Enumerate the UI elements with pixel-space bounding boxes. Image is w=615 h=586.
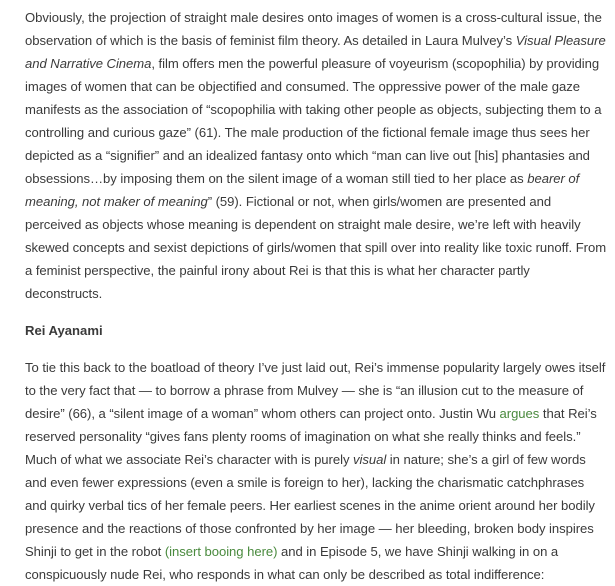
- visual-italic: visual: [353, 452, 387, 467]
- paragraph-rei-ayanami: [25, 356, 607, 586]
- paragraph-text: Obviously, the projection of straight male desires onto images of women is a cross-cultural issue, the observation of which is the basis of feminist film theory. As detailed in Laura Mulvey’s: [25, 10, 602, 48]
- quote-italic: bearer of meaning, not maker of meaning: [25, 171, 580, 209]
- argues-link[interactable]: argues: [499, 406, 540, 421]
- paragraph-text: in nature; she’s a girl of few words and even fewer expressions (even a smile is foreign to her), lacking the charismatic catchphrases and quirky verbal tics of her female peers. Her earliest scenes in the anime orient around her bodily presence and the reactions of those confronted by her image — her bleeding, broken body inspires Shinji to get in the robot: [25, 452, 595, 559]
- paragraph-feminist-film-theory: [25, 6, 607, 305]
- paragraph-text: and in Episode 5, we have Shinji walking in on a conspicuously nude Rei, who responds in what can only be described as total indifference:: [25, 544, 559, 582]
- paragraph-text: ” (59). Fictional or not, when girls/women are presented and perceived as objects whose meaning is dependent on straight male desire, we’re left with heavily skewed concepts and sexist depictions of girls/women that spill over into reality like toxic runoff. From a feminist perspective, the painful irony about Rei is that this is what her character partly deconstructs.: [25, 194, 607, 301]
- book-title-italic: Visual Pleasure and Narrative Cinema: [25, 33, 606, 71]
- insert-booing-link[interactable]: (insert booing here): [164, 544, 278, 559]
- section-heading: Rei Ayanami: [25, 323, 103, 338]
- paragraph-text: that Rei’s reserved personality “gives fans plenty rooms of imagination on what she really thinks and feels.” Much of what we associate Rei’s character with is purely: [25, 406, 597, 467]
- paragraph-text: , film offers men the powerful pleasure of voyeurism (scopophilia) by providing images of women that can be objectified and consumed. The oppressive power of the male gaze manifests as the association of “scopophilia with taking other people as objects, subjecting them to a controlling and curious gaze” (61). The male production of the fictional female image thus sees her depicted as a “signifier” and an idealized fantasy onto which “man can live out [his] phantasies and obsessions…by imposing them on the silent image of a woman still tied to her place as: [25, 56, 602, 186]
- paragraph-text: To tie this back to the boatload of theory I’ve just laid out, Rei’s immense popularity largely owes itself to the very fact that — to borrow a phrase from Mulvey — she is “an illusion cut to the measure of desire” (66), a “silent image of a woman” whom others can project onto. Justin Wu: [25, 360, 606, 421]
